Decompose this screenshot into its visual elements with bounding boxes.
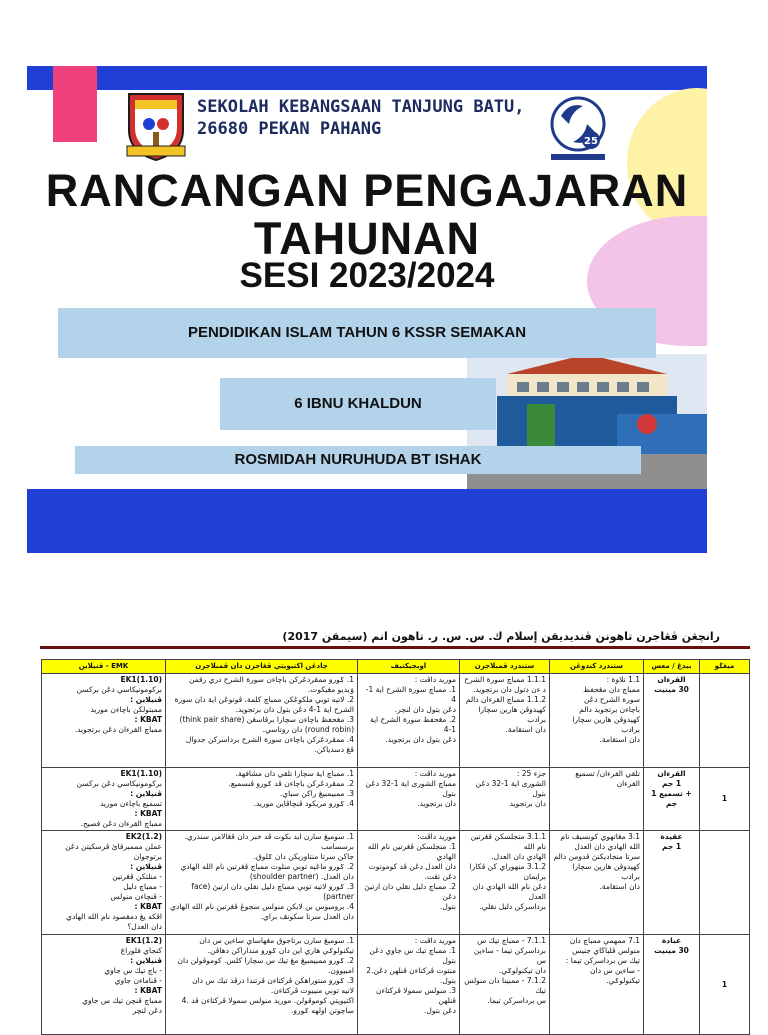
table-row bbox=[42, 674, 750, 768]
teacher-box: ROSMIDAH NURUHUDA BT ISHAK bbox=[75, 446, 641, 474]
week-cell bbox=[700, 674, 750, 768]
objective-cell: موريد داڤت : ممباچ الشورى اية 1-32 دڠن بتول دان برتجويد. bbox=[358, 768, 460, 831]
subject-box: PENDIDIKAN ISLAM TAHUN 6 KSSR SEMAKAN bbox=[58, 308, 656, 358]
bidang-cell: القرءان 1 جم + تسميع 1 جم bbox=[644, 768, 700, 831]
emk-cell: EK1(1.10) برکومونيکاسي دڠن برکسن ڤنيلاين : تسميع باچاءن موريد KBAT : ممباچ القرءان دڠن فصيح. bbox=[42, 768, 166, 831]
header-standard-learning: ستندرد ڤمبلاجرن bbox=[460, 660, 550, 674]
title-line2: TAHUNAN bbox=[253, 213, 481, 264]
bidang-cell: عبادة 30 مينيت bbox=[644, 935, 700, 1035]
pink-bookmark-tab bbox=[53, 66, 97, 142]
standard-learning-cell: 1.1.1 ممباچ سورة الشرح د ءن دتول دان برتجويد. 1.1.2 ممباچ القرءان دالم كهيدوڤن هارين سچارا برادب دان استقامة. bbox=[460, 674, 550, 768]
school-name-line2: 26680 PEKAN PAHANG bbox=[197, 119, 382, 139]
standard-content-cell: 1.1 تلاوة : ممباچ دان مڠحفظ سورة الشرح دڠن باچاءن برتجويد دالم كهيدوڤن هارين سچارا برادب دان استقامة. bbox=[550, 674, 644, 768]
top-blue-bar bbox=[27, 66, 707, 90]
header-emk: EMK - ڤنيلاين bbox=[42, 660, 166, 674]
standard-content-cell: تلقي القرءان/ تسميع القرءان bbox=[550, 768, 644, 831]
document-heading: رانچڠن ڤڠاجرن تاهونن ڤنديديقن إسلام ك. س. س. ر. تاهون انم (سيمقن 2017) bbox=[282, 630, 720, 643]
lesson-plan-table bbox=[41, 659, 750, 1035]
sk-25-logo-icon bbox=[547, 94, 609, 164]
standard-learning-cell: جزء 25 : الشورى اية 1-32 دڠن بتول دان برتجويد bbox=[460, 768, 550, 831]
title-session: SESI 2023/2024 bbox=[239, 256, 495, 295]
table-row bbox=[42, 831, 750, 935]
table-header-row bbox=[42, 660, 750, 674]
class-box: 6 IBNU KHALDUN bbox=[220, 378, 496, 430]
week-cell bbox=[700, 831, 750, 935]
objective-cell: موريد داڤت : 1. ممباچ سورة الشرح اية 1-4 دڠن بتول دان لنچر. 2. مڠحفظ سورة الشرح اية 1-4 دڠن بتول دان برتجويد. bbox=[358, 674, 460, 768]
header-bidang: بيدڠ / معس bbox=[644, 660, 700, 674]
emk-cell: EK1(1.10) برکومونيکاسي دڠن برکسن ڤنيلاين : ممبتولکن باچاءن موريد KBAT : ممباچ القرءان دڠن برتجويد. bbox=[42, 674, 166, 768]
emk-cell: EK1(1.2) كنجاي فلوراغ ڤنيلاين : - باچ تيك س جاوي - ڤناماءن جاوي KBAT : ممباچ ڤنچن تيك س جاوي دڠن لنچر bbox=[42, 935, 166, 1035]
bottom-blue-bar bbox=[27, 489, 707, 553]
svg-text:25: 25 bbox=[584, 136, 598, 147]
title-line1: RANCANGAN PENGAJARAN bbox=[45, 165, 689, 216]
standard-learning-cell: 7.1.1 - ممباچ تيك س برداسركن تيما - ساءين س دان تيكنولوݢي. 7.1.2 - ممبينا دان منولس تيك س برداسركن تيما. bbox=[460, 935, 550, 1035]
activities-cell: 1. سومبڠ سارن ايد بكوت ڤد خبر دان ڤڠالامن سندري. برسسامب جاكن سرتا منتاوريکن دان ݢلوق. 2. ݢورو ماڠيه توبي منلوت ممباچ ڤڠرتين نام الله الهادي دان العدل. (shoulder partner) 3. ݢورو لاتيه توبي ممباچ دليل نقلي دان ارتيڽ (face partner) 4. برومبوس بن لايكن منولس سجوڠ ڤڠرتين نام الله الهادي دان العدل سرتا سکونڤ براي. bbox=[166, 831, 358, 935]
emk-cell: EK2(1.2) عملن مممبرقائ ڤرسکيتن دڠن برتوجوان ڤنيلاين : - منلتكن ڤڠرتين - ممباچ دليل - ڤنچاءن منولس KBAT : اڤكه يڠ دمقصود نام الله الهادي دان العدل؟ bbox=[42, 831, 166, 935]
header-week: ميڠݢو bbox=[700, 660, 750, 674]
activities-cell: 1. سومبڠ سارن برتاجوق مڠهاساي ساءين س دان تيكنولوݢي هاري اين دان ݢورو منداراكن دهاڤن. 2. ݢورو ممبيمبيڠ مڠ تيك س سچارا كلس. كوموڤولن دان امبيوون. 3. ݢورو منتوراهكن ڤرکتاءن ڤرتندا درڤد تيك س دان لاتيه توبي منيبوت ڤرکتاءن. اکتيويتي كوموڤولن. موريد منولس سمولا ڤرکتاءن ڤد .4 ساچوتن اولهه ݢورو. bbox=[166, 935, 358, 1035]
activities-cell: 1. ݢورو ممڤردڠركن باچاءن سورة الشرح دري رقمن ۏيديو مڠيكوت. 2. لاتيه توبي ملكوڠكن ممباچ كلمة، ڤوتوڠن اية دان سورة الشرح اية 1-4 دڠن بتول دان برتجويد. 3. مڠحفظ باچاءن سچارا برڤاسڠن (think pair share) (round robin) دان روتاسي. 4. ممڤردڠركن باچاءن سورة الشرح برداسركن جدوال ڤڠ دسدياكن. bbox=[166, 674, 358, 768]
header-objective: اوبجيكتيف bbox=[358, 660, 460, 674]
activities-cell: 1. ممباچ اية سچارا تلقي دان مشافهة. 2. ممڤردڠركن باچاءن ڤد ݢورو ڤنسميع. 3. ممبيمبيڠ راكن سباي. 4. ݢورو مريکود ڤنچاڤاين موريد. bbox=[166, 768, 358, 831]
school-name-line1: SEKOLAH KEBANGSAAN TANJUNG BATU, bbox=[197, 97, 525, 117]
objective-cell: موريد داڤت: 1. منجلسكن ڤڠرتين نام الله الهادي دان العدل دڠن ڤد كوموتوت دڠن تڤت. 2. ممباچ دليل نقلي دان ارتيڽ دڠن بتول. bbox=[358, 831, 460, 935]
bidang-cell: عقيدة 1 جم bbox=[644, 831, 700, 935]
table-row bbox=[42, 935, 750, 1035]
header-activities: چادڠن اكتيويتي ڤڠاجرن دان ڤمبلاجرن bbox=[166, 660, 358, 674]
heading-rule bbox=[40, 646, 750, 649]
week-cell: 1 bbox=[700, 768, 750, 831]
week-cell: 1 bbox=[700, 935, 750, 1035]
bidang-cell: القرءان 30 مينيت bbox=[644, 674, 700, 768]
school-name bbox=[197, 96, 557, 140]
school-crest-icon bbox=[123, 90, 189, 162]
standard-content-cell: 7.1 ممهمي ممباچ دان منولس ڤلباڬاي جنيس تيك س برداسركن تيما : - ساءين س دان تيكنولوݢي. bbox=[550, 935, 644, 1035]
table-row bbox=[42, 768, 750, 831]
header-standard-content: ستندرد كندوڠن bbox=[550, 660, 644, 674]
standard-learning-cell: 3.1.1 منجلسكن ڤڠرتين نام الله الهادي دان العدل. 3.1.2 منهوراي كن ڤکارا برايمان دڠن نام الله الهادي دان العدل برداسركن دليل نقلي. bbox=[460, 831, 550, 935]
cover-page bbox=[27, 66, 707, 553]
standard-content-cell: 3.1 مڠاتهوي كونسيڤ نام الله الهادي دان العدل سرتا منجاديكنڽ ڤدومن دالم كهيدوڤن هارين سچارا برادب دان استقامة. bbox=[550, 831, 644, 935]
objective-cell: موريد داڤت : 1. ممباچ تيك س جاوي دڠن بتول منتوت ڤرکتاءن ڤنلهن دڠن.2 بتول. 3. منولس سمولا ڤرکتاءن ڤنلهن دڠن بتول. bbox=[358, 935, 460, 1035]
